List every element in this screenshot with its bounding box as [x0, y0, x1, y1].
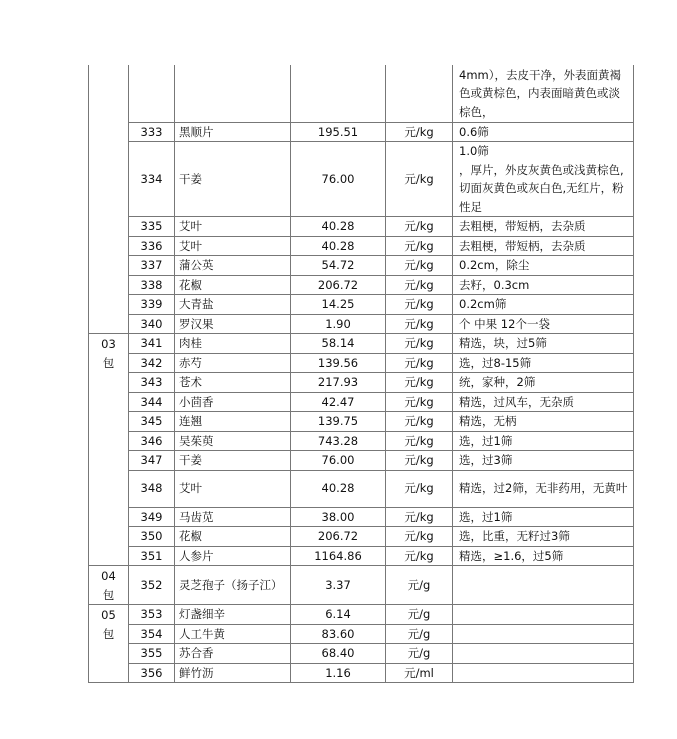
cell-name: 大青盐 — [175, 295, 291, 315]
cell-price: 76.00 — [291, 142, 386, 217]
cell-price: 40.28 — [291, 236, 386, 256]
cell-no: 347 — [129, 451, 175, 471]
table-row — [89, 507, 634, 527]
cell-unit: 元/kg — [386, 431, 453, 451]
cell-price: 1.16 — [291, 663, 386, 683]
cell-unit: 元/kg — [386, 412, 453, 432]
cell-price: 54.72 — [291, 256, 386, 276]
cell-desc: 精选，过风车，无杂质 — [453, 392, 634, 412]
cell-desc: 去籽，0.3cm — [453, 275, 634, 295]
cell-price: 217.93 — [291, 373, 386, 393]
cell-price — [291, 65, 386, 122]
cell-unit: 元/kg — [386, 353, 453, 373]
table-row — [89, 663, 634, 683]
cell-desc — [453, 566, 634, 605]
cell-no: 354 — [129, 624, 175, 644]
cell-name: 黑顺片 — [175, 122, 291, 142]
cell-name: 赤芍 — [175, 353, 291, 373]
cell-price: 139.56 — [291, 353, 386, 373]
cell-desc: 精选，过2筛，无非药用，无黄叶 — [453, 470, 634, 507]
cell-price: 38.00 — [291, 507, 386, 527]
table-row — [89, 431, 634, 451]
cell-name: 马齿苋 — [175, 507, 291, 527]
cell-no: 353 — [129, 605, 175, 625]
package-group-label: 03 包 — [89, 334, 129, 566]
cell-unit: 元/ml — [386, 663, 453, 683]
table-row — [89, 314, 634, 334]
table-row — [89, 122, 634, 142]
package-group-label: 05 包 — [89, 605, 129, 683]
cell-desc: 选，比重，无籽过3筛 — [453, 527, 634, 547]
cell-no: 339 — [129, 295, 175, 315]
cell-desc: 去粗梗，带短柄，去杂质 — [453, 236, 634, 256]
cell-unit: 元/kg — [386, 142, 453, 217]
cell-unit: 元/g — [386, 624, 453, 644]
cell-price: 1164.86 — [291, 546, 386, 566]
cell-price: 40.28 — [291, 217, 386, 237]
cell-unit: 元/kg — [386, 122, 453, 142]
cell-unit: 元/g — [386, 605, 453, 625]
cell-unit: 元/g — [386, 644, 453, 664]
cell-desc: 0.2cm，除尘 — [453, 256, 634, 276]
cell-no: 350 — [129, 527, 175, 547]
package-group-label: 04 包 — [89, 566, 129, 605]
cell-name: 花椒 — [175, 527, 291, 547]
cell-price: 195.51 — [291, 122, 386, 142]
cell-unit: 元/kg — [386, 373, 453, 393]
cell-desc — [453, 644, 634, 664]
table-row — [89, 295, 634, 315]
cell-name: 干姜 — [175, 142, 291, 217]
cell-price: 40.28 — [291, 470, 386, 507]
cell-name: 艾叶 — [175, 470, 291, 507]
table-row — [89, 236, 634, 256]
cell-no: 346 — [129, 431, 175, 451]
table-row — [89, 451, 634, 471]
cell-desc: 选，过8-15筛 — [453, 353, 634, 373]
cell-price: 743.28 — [291, 431, 386, 451]
cell-no: 336 — [129, 236, 175, 256]
cell-name: 小茴香 — [175, 392, 291, 412]
table-row — [89, 546, 634, 566]
price-table — [88, 65, 634, 683]
cell-price: 3.37 — [291, 566, 386, 605]
cell-no: 345 — [129, 412, 175, 432]
cell-unit: 元/kg — [386, 451, 453, 471]
cell-price: 206.72 — [291, 275, 386, 295]
cell-desc: 个 中果 12个一袋 — [453, 314, 634, 334]
cell-price: 14.25 — [291, 295, 386, 315]
table-row — [89, 353, 634, 373]
cell-desc: 选，过3筛 — [453, 451, 634, 471]
cell-desc — [453, 663, 634, 683]
cell-price: 206.72 — [291, 527, 386, 547]
cell-name: 艾叶 — [175, 217, 291, 237]
cell-desc — [453, 605, 634, 625]
cell-unit: 元/kg — [386, 217, 453, 237]
cell-unit: 元/kg — [386, 314, 453, 334]
table-row — [89, 275, 634, 295]
table-row — [89, 142, 634, 217]
cell-unit: 元/kg — [386, 527, 453, 547]
cell-name — [175, 65, 291, 122]
cell-desc: 选，过1筛 — [453, 507, 634, 527]
cell-name: 鲜竹沥 — [175, 663, 291, 683]
cell-desc: 去粗梗，带短柄，去杂质 — [453, 217, 634, 237]
cell-no: 342 — [129, 353, 175, 373]
cell-no: 341 — [129, 334, 175, 354]
cell-price: 6.14 — [291, 605, 386, 625]
cell-price: 76.00 — [291, 451, 386, 471]
cell-desc — [453, 624, 634, 644]
package-group-label — [89, 65, 129, 334]
cell-no: 344 — [129, 392, 175, 412]
cell-price: 68.40 — [291, 644, 386, 664]
cell-unit: 元/g — [386, 566, 453, 605]
table-row — [89, 65, 634, 122]
table-row — [89, 624, 634, 644]
cell-no: 337 — [129, 256, 175, 276]
cell-name: 花椒 — [175, 275, 291, 295]
cell-unit: 元/kg — [386, 392, 453, 412]
cell-name: 人工牛黄 — [175, 624, 291, 644]
cell-desc: 0.2cm筛 — [453, 295, 634, 315]
cell-name: 吴茱萸 — [175, 431, 291, 451]
cell-name: 连翘 — [175, 412, 291, 432]
table-row — [89, 412, 634, 432]
cell-price: 42.47 — [291, 392, 386, 412]
cell-no: 335 — [129, 217, 175, 237]
cell-desc: 选，过1筛 — [453, 431, 634, 451]
table-row — [89, 217, 634, 237]
cell-unit: 元/kg — [386, 470, 453, 507]
cell-name: 人参片 — [175, 546, 291, 566]
cell-no: 351 — [129, 546, 175, 566]
cell-price: 83.60 — [291, 624, 386, 644]
table-row — [89, 644, 634, 664]
cell-no: 355 — [129, 644, 175, 664]
cell-name: 苏合香 — [175, 644, 291, 664]
cell-price: 139.75 — [291, 412, 386, 432]
cell-no: 348 — [129, 470, 175, 507]
cell-desc: 精选，块，过5筛 — [453, 334, 634, 354]
cell-no: 338 — [129, 275, 175, 295]
cell-name: 艾叶 — [175, 236, 291, 256]
cell-price: 1.90 — [291, 314, 386, 334]
cell-name: 苍术 — [175, 373, 291, 393]
cell-name: 灯盏细辛 — [175, 605, 291, 625]
cell-name: 干姜 — [175, 451, 291, 471]
cell-no: 356 — [129, 663, 175, 683]
cell-unit: 元/kg — [386, 507, 453, 527]
table-row — [89, 392, 634, 412]
cell-no: 340 — [129, 314, 175, 334]
cell-desc: 4mm），去皮干净，外表面黄褐色或黄棕色，内表面暗黄色或淡棕色， — [453, 65, 634, 122]
cell-no: 349 — [129, 507, 175, 527]
table-row — [89, 566, 634, 605]
cell-desc: 1.0筛 ，厚片，外皮灰黄色或浅黄棕色,切面灰黄色或灰白色,无红片，粉性足 — [453, 142, 634, 217]
cell-unit: 元/kg — [386, 236, 453, 256]
cell-name: 灵芝孢子（扬子江） — [175, 566, 291, 605]
cell-unit: 元/kg — [386, 295, 453, 315]
cell-name: 蒲公英 — [175, 256, 291, 276]
cell-price: 58.14 — [291, 334, 386, 354]
cell-unit: 元/kg — [386, 275, 453, 295]
cell-no — [129, 65, 175, 122]
table-row — [89, 470, 634, 507]
cell-unit — [386, 65, 453, 122]
table-row — [89, 527, 634, 547]
cell-no: 334 — [129, 142, 175, 217]
cell-unit: 元/kg — [386, 334, 453, 354]
table-row — [89, 334, 634, 354]
cell-no: 352 — [129, 566, 175, 605]
cell-name: 肉桂 — [175, 334, 291, 354]
cell-desc: 统，家种，2筛 — [453, 373, 634, 393]
cell-desc: 0.6筛 — [453, 122, 634, 142]
table-row — [89, 605, 634, 625]
table-row — [89, 256, 634, 276]
cell-name: 罗汉果 — [175, 314, 291, 334]
cell-desc: 精选，无柄 — [453, 412, 634, 432]
cell-unit: 元/kg — [386, 256, 453, 276]
table-row — [89, 373, 634, 393]
cell-no: 333 — [129, 122, 175, 142]
cell-unit: 元/kg — [386, 546, 453, 566]
cell-desc: 精选，≥1.6，过5筛 — [453, 546, 634, 566]
cell-no: 343 — [129, 373, 175, 393]
